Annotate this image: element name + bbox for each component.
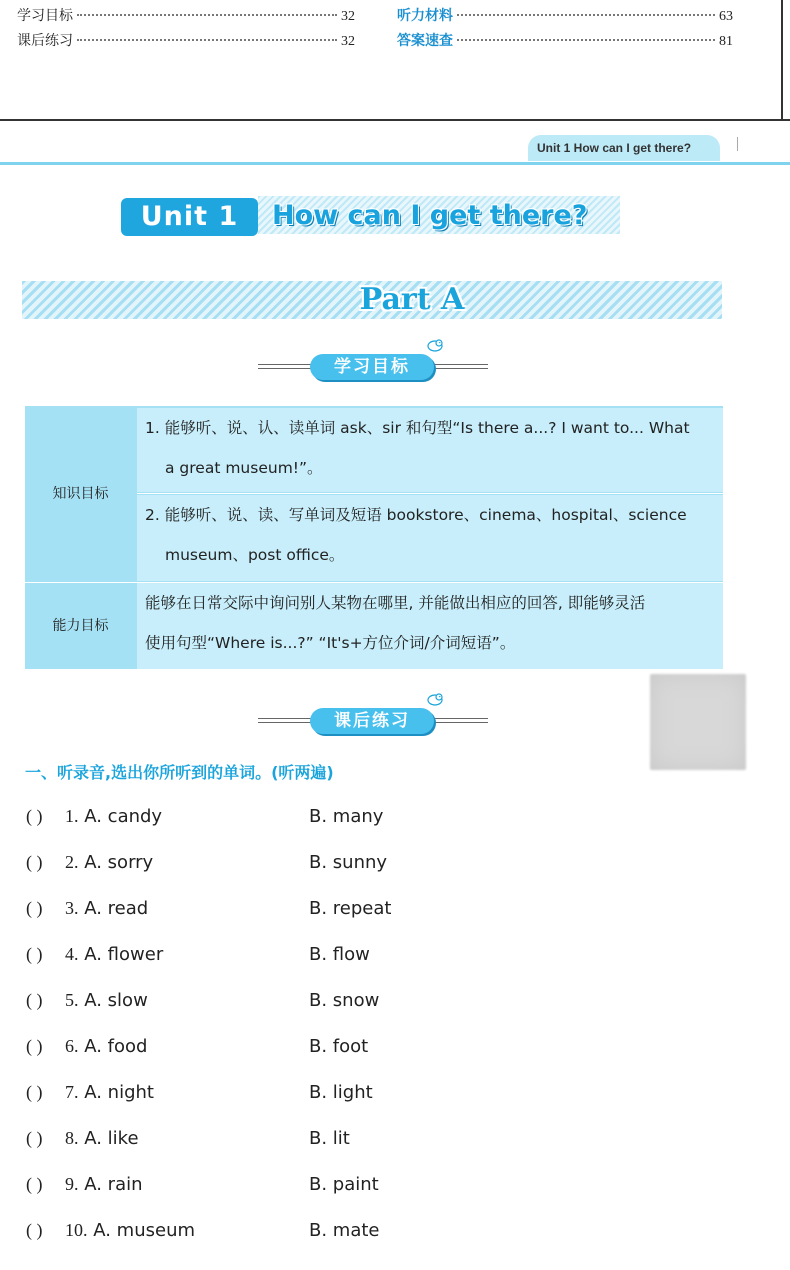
- option-a[interactable]: A. candy: [84, 806, 163, 827]
- question-row: [26, 990, 526, 1016]
- answer-blank[interactable]: ( ): [26, 1036, 43, 1056]
- question-row: [26, 806, 526, 832]
- objective-item: [137, 408, 723, 492]
- question-number: 3.: [65, 898, 79, 918]
- option-a[interactable]: A. food: [84, 1036, 148, 1057]
- question-number: 1.: [65, 806, 79, 826]
- toc-entry-label: 答案速查: [397, 33, 453, 49]
- objective-category: 能力目标: [25, 583, 136, 669]
- option-b[interactable]: B. snow: [309, 990, 380, 1011]
- page-divider: [0, 119, 790, 121]
- question-row: [26, 852, 526, 878]
- bird-icon: [426, 692, 444, 706]
- answer-blank[interactable]: ( ): [26, 944, 43, 964]
- question-number: 5.: [65, 990, 79, 1010]
- question-number: 8.: [65, 1128, 79, 1148]
- toc-entry-label: 课后练习: [17, 33, 73, 49]
- answer-blank[interactable]: ( ): [26, 806, 43, 826]
- section-heading-practice: [258, 700, 488, 740]
- toc-entry-page: 63: [719, 9, 733, 24]
- toc-leader-dots: [77, 14, 337, 16]
- bird-icon: [426, 338, 444, 352]
- unit-title: How can I get there?: [272, 200, 588, 231]
- objective-category: 知识目标: [25, 406, 136, 582]
- toc-entry[interactable]: [397, 30, 733, 50]
- question-row: [26, 898, 526, 924]
- option-a[interactable]: A. flower: [84, 944, 164, 965]
- objective-item: [137, 495, 723, 581]
- question-number: 7.: [65, 1082, 79, 1102]
- toc-leader-dots: [77, 39, 337, 41]
- option-b[interactable]: B. lit: [309, 1128, 350, 1149]
- running-header: Unit 1 How can I get there?: [528, 135, 720, 161]
- section-heading-label: 课后练习: [310, 708, 434, 734]
- answer-blank[interactable]: ( ): [26, 990, 43, 1010]
- page-border-right: [781, 0, 783, 120]
- question-row: [26, 1128, 526, 1154]
- toc-leader-dots: [457, 39, 715, 41]
- answer-blank[interactable]: ( ): [26, 1082, 43, 1102]
- option-a[interactable]: A. slow: [84, 990, 148, 1011]
- question-row: [26, 1220, 526, 1246]
- question-number: 9.: [65, 1174, 79, 1194]
- question-row: [26, 944, 526, 970]
- option-b[interactable]: B. sunny: [309, 852, 388, 873]
- answer-blank[interactable]: ( ): [26, 852, 43, 872]
- option-b[interactable]: B. mate: [309, 1220, 380, 1241]
- section-heading-objectives: [258, 346, 488, 386]
- option-a[interactable]: A. museum: [93, 1220, 196, 1241]
- option-a[interactable]: A. sorry: [84, 852, 154, 873]
- option-b[interactable]: B. foot: [309, 1036, 369, 1057]
- header-tick: [737, 137, 738, 151]
- option-b[interactable]: B. many: [309, 806, 384, 827]
- question-number: 2.: [65, 852, 79, 872]
- answer-blank[interactable]: ( ): [26, 1174, 43, 1194]
- option-b[interactable]: B. repeat: [309, 898, 392, 919]
- toc-entry[interactable]: [17, 5, 355, 25]
- row-separator: [137, 493, 723, 494]
- option-a[interactable]: A. like: [84, 1128, 139, 1149]
- toc-entry-label: 学习目标: [17, 8, 73, 24]
- question-row: [26, 1036, 526, 1062]
- objective-line: 使用句型“Where is...?” “It's+方位介词/介词短语”。: [145, 634, 516, 652]
- toc-entry[interactable]: [397, 5, 733, 25]
- qr-code[interactable]: [650, 674, 746, 770]
- toc-entry-page: 32: [341, 34, 355, 49]
- question-number: 10.: [65, 1220, 88, 1240]
- toc-section: [0, 0, 790, 120]
- option-a[interactable]: A. rain: [84, 1174, 143, 1195]
- toc-leader-dots: [457, 14, 715, 16]
- question-number: 4.: [65, 944, 79, 964]
- toc-entry[interactable]: [17, 30, 355, 50]
- toc-entry-page: 81: [719, 34, 733, 49]
- answer-blank[interactable]: ( ): [26, 1220, 43, 1240]
- objective-line: a great museum!”。: [165, 459, 323, 477]
- toc-entry-page: 32: [341, 9, 355, 24]
- option-b[interactable]: B. flow: [309, 944, 370, 965]
- question-number: 6.: [65, 1036, 79, 1056]
- option-a[interactable]: A. night: [84, 1082, 154, 1103]
- objectives-table: [25, 406, 723, 669]
- unit-badge: Unit 1: [121, 198, 258, 236]
- option-b[interactable]: B. paint: [309, 1174, 379, 1195]
- toc-entry-label: 听力材料: [397, 8, 453, 24]
- objective-line: 1. 能够听、说、认、读单词 ask、sir 和句型“Is there a...? I want to... What: [145, 419, 690, 437]
- option-a[interactable]: A. read: [84, 898, 149, 919]
- objective-line: 能够在日常交际中询问别人某物在哪里, 并能做出相应的回答, 即能够灵活: [145, 594, 646, 612]
- section-heading-label: 学习目标: [310, 354, 434, 380]
- exercise-title: 一、听录音,选出你所听到的单词。(听两遍): [25, 763, 334, 782]
- part-title: Part A: [359, 282, 465, 317]
- answer-blank[interactable]: ( ): [26, 1128, 43, 1148]
- question-row: [26, 1174, 526, 1200]
- header-rule: [0, 162, 790, 165]
- question-row: [26, 1082, 526, 1108]
- objective-item: [137, 583, 723, 669]
- objective-line: 2. 能够听、说、读、写单词及短语 bookstore、cinema、hospital、science: [145, 506, 687, 524]
- option-b[interactable]: B. light: [309, 1082, 373, 1103]
- answer-blank[interactable]: ( ): [26, 898, 43, 918]
- objective-line: museum、post office。: [165, 546, 345, 564]
